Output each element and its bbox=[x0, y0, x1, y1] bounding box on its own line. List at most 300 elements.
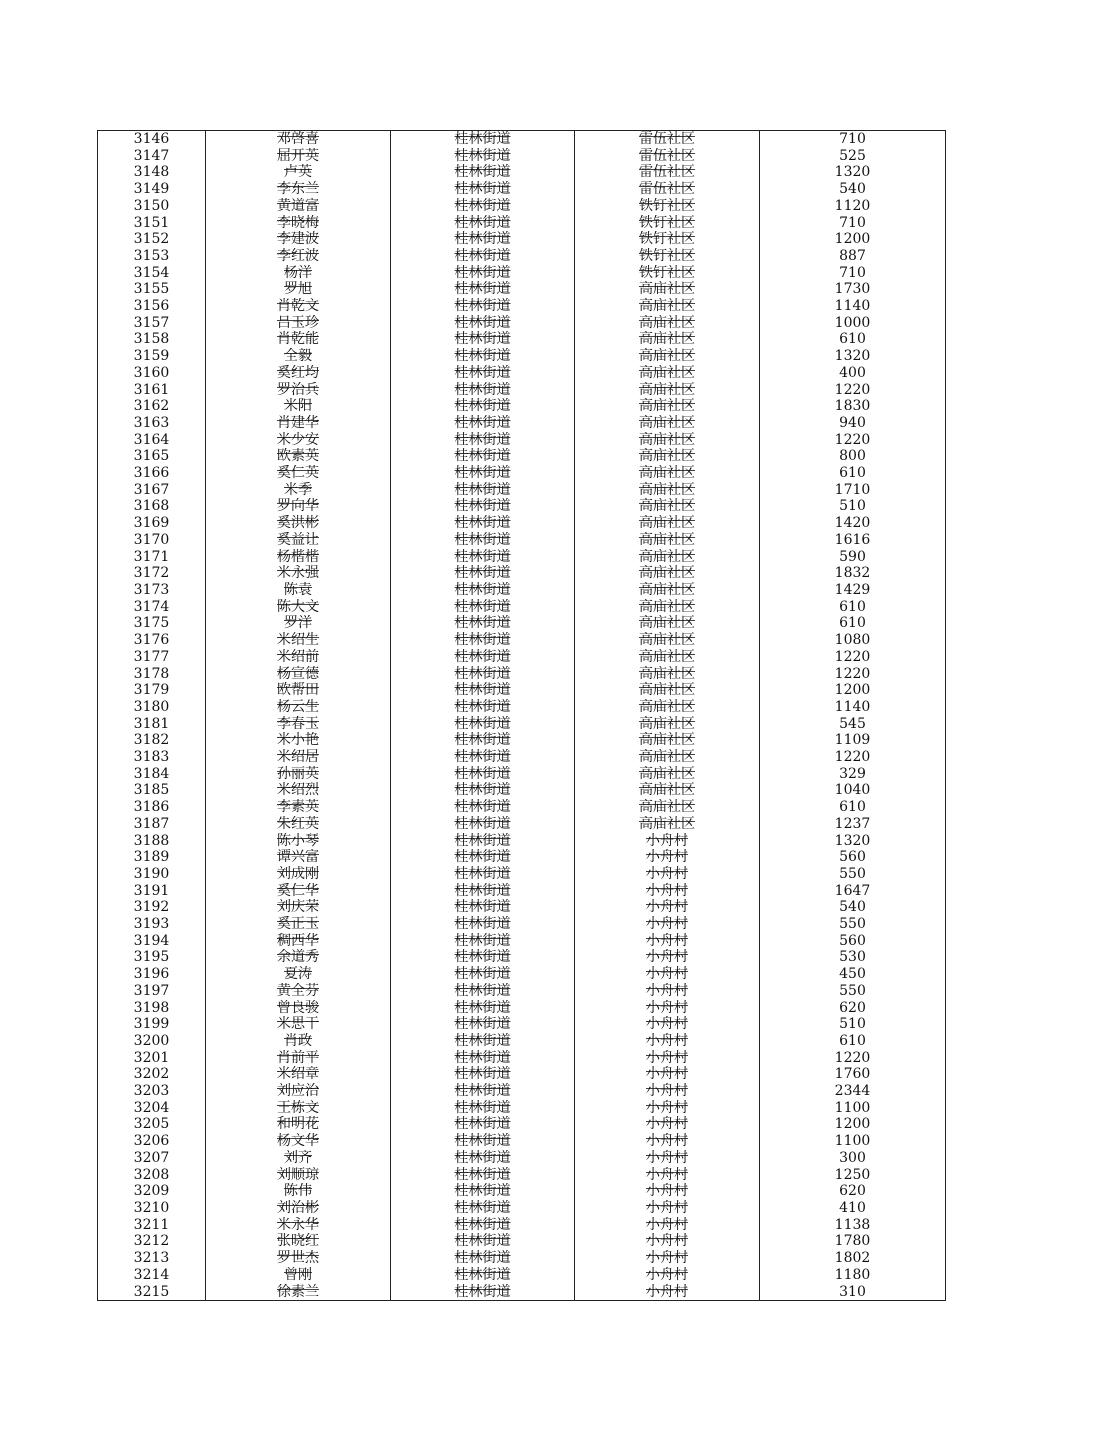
street-name-cell: 桂林街道 bbox=[391, 1066, 575, 1083]
amount-cell: 1250 bbox=[760, 1167, 946, 1184]
table-row bbox=[98, 1233, 946, 1250]
amount-cell: 1429 bbox=[760, 582, 946, 599]
street-name-cell: 桂林街道 bbox=[391, 866, 575, 883]
person-name-cell: 陈袁 bbox=[206, 582, 391, 599]
street-name-cell: 桂林街道 bbox=[391, 799, 575, 816]
person-name-cell: 全毅 bbox=[206, 348, 391, 365]
table-row bbox=[98, 148, 946, 165]
amount-cell: 887 bbox=[760, 248, 946, 265]
street-name-cell: 桂林街道 bbox=[391, 465, 575, 482]
amount-cell: 1710 bbox=[760, 482, 946, 499]
person-name-cell: 米季 bbox=[206, 482, 391, 499]
table-row bbox=[98, 331, 946, 348]
person-name-cell: 李素英 bbox=[206, 799, 391, 816]
amount-cell: 1832 bbox=[760, 565, 946, 582]
community-name-cell: 小舟村 bbox=[575, 1116, 760, 1133]
street-name-cell: 桂林街道 bbox=[391, 749, 575, 766]
row-number-cell: 3214 bbox=[98, 1267, 206, 1284]
street-name-cell: 桂林街道 bbox=[391, 432, 575, 449]
table-row bbox=[98, 298, 946, 315]
row-number-cell: 3176 bbox=[98, 632, 206, 649]
row-number-cell: 3179 bbox=[98, 682, 206, 699]
street-name-cell: 桂林街道 bbox=[391, 1100, 575, 1117]
row-number-cell: 3209 bbox=[98, 1183, 206, 1200]
table-row bbox=[98, 749, 946, 766]
table-row bbox=[98, 215, 946, 232]
person-name-cell: 陈大文 bbox=[206, 599, 391, 616]
amount-cell: 710 bbox=[760, 215, 946, 232]
community-name-cell: 小舟村 bbox=[575, 833, 760, 850]
amount-cell: 560 bbox=[760, 933, 946, 950]
person-name-cell: 杨文华 bbox=[206, 1133, 391, 1150]
street-name-cell: 桂林街道 bbox=[391, 615, 575, 632]
row-number-cell: 3197 bbox=[98, 983, 206, 1000]
row-number-cell: 3183 bbox=[98, 749, 206, 766]
table-row bbox=[98, 482, 946, 499]
street-name-cell: 桂林街道 bbox=[391, 215, 575, 232]
community-name-cell: 高庙社区 bbox=[575, 398, 760, 415]
community-name-cell: 高庙社区 bbox=[575, 482, 760, 499]
person-name-cell: 奚正玉 bbox=[206, 916, 391, 933]
person-name-cell: 刘齐 bbox=[206, 1150, 391, 1167]
row-number-cell: 3160 bbox=[98, 365, 206, 382]
table-row bbox=[98, 849, 946, 866]
row-number-cell: 3169 bbox=[98, 515, 206, 532]
community-name-cell: 小舟村 bbox=[575, 949, 760, 966]
street-name-cell: 桂林街道 bbox=[391, 1133, 575, 1150]
street-name-cell: 桂林街道 bbox=[391, 582, 575, 599]
row-number-cell: 3202 bbox=[98, 1066, 206, 1083]
amount-cell: 560 bbox=[760, 849, 946, 866]
amount-cell: 1220 bbox=[760, 749, 946, 766]
person-name-cell: 奚益让 bbox=[206, 532, 391, 549]
amount-cell: 1040 bbox=[760, 782, 946, 799]
street-name-cell: 桂林街道 bbox=[391, 281, 575, 298]
table-row bbox=[98, 1050, 946, 1067]
street-name-cell: 桂林街道 bbox=[391, 966, 575, 983]
community-name-cell: 小舟村 bbox=[575, 1033, 760, 1050]
community-name-cell: 小舟村 bbox=[575, 1200, 760, 1217]
street-name-cell: 桂林街道 bbox=[391, 164, 575, 181]
community-name-cell: 雷伍社区 bbox=[575, 148, 760, 165]
community-name-cell: 高庙社区 bbox=[575, 632, 760, 649]
amount-cell: 1140 bbox=[760, 298, 946, 315]
community-name-cell: 小舟村 bbox=[575, 1050, 760, 1067]
street-name-cell: 桂林街道 bbox=[391, 983, 575, 1000]
community-name-cell: 高庙社区 bbox=[575, 281, 760, 298]
row-number-cell: 3172 bbox=[98, 565, 206, 582]
amount-cell: 1220 bbox=[760, 432, 946, 449]
row-number-cell: 3159 bbox=[98, 348, 206, 365]
person-name-cell: 陈小琴 bbox=[206, 833, 391, 850]
amount-cell: 1320 bbox=[760, 833, 946, 850]
row-number-cell: 3171 bbox=[98, 549, 206, 566]
table-row bbox=[98, 565, 946, 582]
row-number-cell: 3190 bbox=[98, 866, 206, 883]
table-row bbox=[98, 682, 946, 699]
row-number-cell: 3185 bbox=[98, 782, 206, 799]
amount-cell: 525 bbox=[760, 148, 946, 165]
amount-cell: 1220 bbox=[760, 1050, 946, 1067]
person-name-cell: 夏涛 bbox=[206, 966, 391, 983]
row-number-cell: 3201 bbox=[98, 1050, 206, 1067]
community-name-cell: 小舟村 bbox=[575, 1000, 760, 1017]
street-name-cell: 桂林街道 bbox=[391, 382, 575, 399]
table-row bbox=[98, 582, 946, 599]
person-name-cell: 和明花 bbox=[206, 1116, 391, 1133]
community-name-cell: 小舟村 bbox=[575, 1100, 760, 1117]
person-name-cell: 欧帮田 bbox=[206, 682, 391, 699]
person-name-cell: 肖政 bbox=[206, 1033, 391, 1050]
community-name-cell: 高庙社区 bbox=[575, 432, 760, 449]
amount-cell: 550 bbox=[760, 983, 946, 1000]
person-name-cell: 李春玉 bbox=[206, 716, 391, 733]
row-number-cell: 3184 bbox=[98, 766, 206, 783]
street-name-cell: 桂林街道 bbox=[391, 883, 575, 900]
amount-cell: 510 bbox=[760, 498, 946, 515]
person-name-cell: 刘庆荣 bbox=[206, 899, 391, 916]
table-row bbox=[98, 949, 946, 966]
person-name-cell: 肖前平 bbox=[206, 1050, 391, 1067]
community-name-cell: 雷伍社区 bbox=[575, 164, 760, 181]
amount-cell: 1100 bbox=[760, 1100, 946, 1117]
amount-cell: 710 bbox=[760, 265, 946, 282]
person-name-cell: 奚红均 bbox=[206, 365, 391, 382]
person-name-cell: 罗治兵 bbox=[206, 382, 391, 399]
person-name-cell: 欧素英 bbox=[206, 448, 391, 465]
person-name-cell: 米绍章 bbox=[206, 1066, 391, 1083]
street-name-cell: 桂林街道 bbox=[391, 916, 575, 933]
street-name-cell: 桂林街道 bbox=[391, 632, 575, 649]
person-name-cell: 张晓红 bbox=[206, 1233, 391, 1250]
table-row bbox=[98, 448, 946, 465]
amount-cell: 1200 bbox=[760, 1116, 946, 1133]
row-number-cell: 3157 bbox=[98, 315, 206, 332]
community-name-cell: 铁钉社区 bbox=[575, 198, 760, 215]
street-name-cell: 桂林街道 bbox=[391, 1167, 575, 1184]
community-name-cell: 高庙社区 bbox=[575, 498, 760, 515]
amount-cell: 1647 bbox=[760, 883, 946, 900]
community-name-cell: 小舟村 bbox=[575, 933, 760, 950]
table-row bbox=[98, 231, 946, 248]
table-row bbox=[98, 866, 946, 883]
community-name-cell: 高庙社区 bbox=[575, 515, 760, 532]
street-name-cell: 桂林街道 bbox=[391, 1116, 575, 1133]
amount-cell: 1138 bbox=[760, 1217, 946, 1234]
street-name-cell: 桂林街道 bbox=[391, 1150, 575, 1167]
amount-cell: 1220 bbox=[760, 649, 946, 666]
street-name-cell: 桂林街道 bbox=[391, 1217, 575, 1234]
row-number-cell: 3213 bbox=[98, 1250, 206, 1267]
community-name-cell: 小舟村 bbox=[575, 983, 760, 1000]
amount-cell: 530 bbox=[760, 949, 946, 966]
person-name-cell: 罗旭 bbox=[206, 281, 391, 298]
community-name-cell: 高庙社区 bbox=[575, 365, 760, 382]
community-name-cell: 铁钉社区 bbox=[575, 248, 760, 265]
community-name-cell: 小舟村 bbox=[575, 849, 760, 866]
table-row bbox=[98, 666, 946, 683]
community-name-cell: 小舟村 bbox=[575, 1150, 760, 1167]
row-number-cell: 3174 bbox=[98, 599, 206, 616]
amount-cell: 300 bbox=[760, 1150, 946, 1167]
community-name-cell: 雷伍社区 bbox=[575, 181, 760, 198]
community-name-cell: 小舟村 bbox=[575, 1167, 760, 1184]
table-row bbox=[98, 632, 946, 649]
row-number-cell: 3147 bbox=[98, 148, 206, 165]
street-name-cell: 桂林街道 bbox=[391, 1016, 575, 1033]
table-row bbox=[98, 983, 946, 1000]
amount-cell: 1320 bbox=[760, 348, 946, 365]
table-row bbox=[98, 382, 946, 399]
person-name-cell: 米思干 bbox=[206, 1016, 391, 1033]
table-row bbox=[98, 1267, 946, 1284]
community-name-cell: 高庙社区 bbox=[575, 331, 760, 348]
person-name-cell: 刘应治 bbox=[206, 1083, 391, 1100]
person-name-cell: 邓啓喜 bbox=[206, 131, 391, 148]
row-number-cell: 3149 bbox=[98, 181, 206, 198]
person-name-cell: 李晓梅 bbox=[206, 215, 391, 232]
row-number-cell: 3211 bbox=[98, 1217, 206, 1234]
community-name-cell: 高庙社区 bbox=[575, 448, 760, 465]
row-number-cell: 3198 bbox=[98, 1000, 206, 1017]
person-name-cell: 曾刚 bbox=[206, 1267, 391, 1284]
street-name-cell: 桂林街道 bbox=[391, 549, 575, 566]
table-row bbox=[98, 131, 946, 148]
row-number-cell: 3186 bbox=[98, 799, 206, 816]
amount-cell: 1140 bbox=[760, 699, 946, 716]
street-name-cell: 桂林街道 bbox=[391, 649, 575, 666]
community-name-cell: 高庙社区 bbox=[575, 749, 760, 766]
table-row bbox=[98, 649, 946, 666]
person-name-cell: 米阳 bbox=[206, 398, 391, 415]
person-name-cell: 杨洋 bbox=[206, 265, 391, 282]
table-row bbox=[98, 883, 946, 900]
row-number-cell: 3181 bbox=[98, 716, 206, 733]
street-name-cell: 桂林街道 bbox=[391, 148, 575, 165]
amount-cell: 1100 bbox=[760, 1133, 946, 1150]
community-name-cell: 高庙社区 bbox=[575, 816, 760, 833]
amount-cell: 610 bbox=[760, 799, 946, 816]
street-name-cell: 桂林街道 bbox=[391, 315, 575, 332]
amount-cell: 545 bbox=[760, 716, 946, 733]
data-table bbox=[97, 130, 946, 1301]
community-name-cell: 小舟村 bbox=[575, 1133, 760, 1150]
amount-cell: 1730 bbox=[760, 281, 946, 298]
person-name-cell: 罗世杰 bbox=[206, 1250, 391, 1267]
row-number-cell: 3191 bbox=[98, 883, 206, 900]
row-number-cell: 3166 bbox=[98, 465, 206, 482]
street-name-cell: 桂林街道 bbox=[391, 1033, 575, 1050]
person-name-cell: 米永华 bbox=[206, 1217, 391, 1234]
amount-cell: 1220 bbox=[760, 382, 946, 399]
row-number-cell: 3180 bbox=[98, 699, 206, 716]
row-number-cell: 3212 bbox=[98, 1233, 206, 1250]
table-row bbox=[98, 1033, 946, 1050]
street-name-cell: 桂林街道 bbox=[391, 933, 575, 950]
amount-cell: 1802 bbox=[760, 1250, 946, 1267]
amount-cell: 1180 bbox=[760, 1267, 946, 1284]
street-name-cell: 桂林街道 bbox=[391, 515, 575, 532]
person-name-cell: 米小艳 bbox=[206, 732, 391, 749]
table-row bbox=[98, 1183, 946, 1200]
amount-cell: 310 bbox=[760, 1284, 946, 1301]
row-number-cell: 3173 bbox=[98, 582, 206, 599]
row-number-cell: 3161 bbox=[98, 382, 206, 399]
table-row bbox=[98, 816, 946, 833]
community-name-cell: 高庙社区 bbox=[575, 415, 760, 432]
table-row bbox=[98, 398, 946, 415]
table-row bbox=[98, 532, 946, 549]
amount-cell: 590 bbox=[760, 549, 946, 566]
person-name-cell: 奚仁华 bbox=[206, 883, 391, 900]
street-name-cell: 桂林街道 bbox=[391, 816, 575, 833]
street-name-cell: 桂林街道 bbox=[391, 666, 575, 683]
person-name-cell: 米永强 bbox=[206, 565, 391, 582]
street-name-cell: 桂林街道 bbox=[391, 682, 575, 699]
table-row bbox=[98, 782, 946, 799]
row-number-cell: 3155 bbox=[98, 281, 206, 298]
table-row bbox=[98, 515, 946, 532]
person-name-cell: 黄道富 bbox=[206, 198, 391, 215]
community-name-cell: 小舟村 bbox=[575, 1233, 760, 1250]
amount-cell: 1080 bbox=[760, 632, 946, 649]
row-number-cell: 3207 bbox=[98, 1150, 206, 1167]
person-name-cell: 陈伟 bbox=[206, 1183, 391, 1200]
street-name-cell: 桂林街道 bbox=[391, 448, 575, 465]
person-name-cell: 屈开英 bbox=[206, 148, 391, 165]
amount-cell: 610 bbox=[760, 599, 946, 616]
street-name-cell: 桂林街道 bbox=[391, 1284, 575, 1301]
person-name-cell: 刘治彬 bbox=[206, 1200, 391, 1217]
person-name-cell: 杨宣德 bbox=[206, 666, 391, 683]
amount-cell: 1760 bbox=[760, 1066, 946, 1083]
community-name-cell: 高庙社区 bbox=[575, 582, 760, 599]
row-number-cell: 3150 bbox=[98, 198, 206, 215]
amount-cell: 510 bbox=[760, 1016, 946, 1033]
row-number-cell: 3215 bbox=[98, 1284, 206, 1301]
community-name-cell: 高庙社区 bbox=[575, 615, 760, 632]
person-name-cell: 米少安 bbox=[206, 432, 391, 449]
table-row bbox=[98, 1167, 946, 1184]
row-number-cell: 3206 bbox=[98, 1133, 206, 1150]
table-row bbox=[98, 916, 946, 933]
street-name-cell: 桂林街道 bbox=[391, 248, 575, 265]
community-name-cell: 高庙社区 bbox=[575, 766, 760, 783]
person-name-cell: 谭兴富 bbox=[206, 849, 391, 866]
row-number-cell: 3200 bbox=[98, 1033, 206, 1050]
amount-cell: 2344 bbox=[760, 1083, 946, 1100]
amount-cell: 410 bbox=[760, 1200, 946, 1217]
row-number-cell: 3189 bbox=[98, 849, 206, 866]
street-name-cell: 桂林街道 bbox=[391, 1050, 575, 1067]
street-name-cell: 桂林街道 bbox=[391, 231, 575, 248]
row-number-cell: 3152 bbox=[98, 231, 206, 248]
table-row bbox=[98, 732, 946, 749]
street-name-cell: 桂林街道 bbox=[391, 415, 575, 432]
person-name-cell: 肖乾能 bbox=[206, 331, 391, 348]
street-name-cell: 桂林街道 bbox=[391, 482, 575, 499]
table-row bbox=[98, 1250, 946, 1267]
table-row bbox=[98, 799, 946, 816]
row-number-cell: 3168 bbox=[98, 498, 206, 515]
amount-cell: 329 bbox=[760, 766, 946, 783]
community-name-cell: 小舟村 bbox=[575, 1267, 760, 1284]
person-name-cell: 米绍居 bbox=[206, 749, 391, 766]
person-name-cell: 杨云生 bbox=[206, 699, 391, 716]
street-name-cell: 桂林街道 bbox=[391, 498, 575, 515]
amount-cell: 1220 bbox=[760, 666, 946, 683]
row-number-cell: 3170 bbox=[98, 532, 206, 549]
community-name-cell: 高庙社区 bbox=[575, 699, 760, 716]
table-row bbox=[98, 164, 946, 181]
row-number-cell: 3153 bbox=[98, 248, 206, 265]
table-row bbox=[98, 1016, 946, 1033]
amount-cell: 800 bbox=[760, 448, 946, 465]
row-number-cell: 3154 bbox=[98, 265, 206, 282]
table-row bbox=[98, 498, 946, 515]
row-number-cell: 3178 bbox=[98, 666, 206, 683]
table-row bbox=[98, 432, 946, 449]
street-name-cell: 桂林街道 bbox=[391, 1250, 575, 1267]
table-row bbox=[98, 465, 946, 482]
table-row bbox=[98, 699, 946, 716]
table-row bbox=[98, 248, 946, 265]
street-name-cell: 桂林街道 bbox=[391, 365, 575, 382]
table-row bbox=[98, 599, 946, 616]
row-number-cell: 3194 bbox=[98, 933, 206, 950]
community-name-cell: 小舟村 bbox=[575, 1016, 760, 1033]
table-row bbox=[98, 766, 946, 783]
person-name-cell: 卢英 bbox=[206, 164, 391, 181]
person-name-cell: 孙丽英 bbox=[206, 766, 391, 783]
amount-cell: 1109 bbox=[760, 732, 946, 749]
table-row bbox=[98, 899, 946, 916]
row-number-cell: 3210 bbox=[98, 1200, 206, 1217]
amount-cell: 1780 bbox=[760, 1233, 946, 1250]
street-name-cell: 桂林街道 bbox=[391, 331, 575, 348]
amount-cell: 450 bbox=[760, 966, 946, 983]
community-name-cell: 铁钉社区 bbox=[575, 215, 760, 232]
amount-cell: 710 bbox=[760, 131, 946, 148]
street-name-cell: 桂林街道 bbox=[391, 833, 575, 850]
table-row bbox=[98, 1200, 946, 1217]
table-row bbox=[98, 966, 946, 983]
street-name-cell: 桂林街道 bbox=[391, 1200, 575, 1217]
community-name-cell: 高庙社区 bbox=[575, 649, 760, 666]
amount-cell: 620 bbox=[760, 1000, 946, 1017]
community-name-cell: 高庙社区 bbox=[575, 599, 760, 616]
person-name-cell: 稠西华 bbox=[206, 933, 391, 950]
street-name-cell: 桂林街道 bbox=[391, 732, 575, 749]
community-name-cell: 小舟村 bbox=[575, 1183, 760, 1200]
table-row bbox=[98, 1133, 946, 1150]
row-number-cell: 3199 bbox=[98, 1016, 206, 1033]
amount-cell: 540 bbox=[760, 181, 946, 198]
table-body bbox=[98, 131, 946, 1301]
amount-cell: 1320 bbox=[760, 164, 946, 181]
community-name-cell: 铁钉社区 bbox=[575, 265, 760, 282]
person-name-cell: 罗向华 bbox=[206, 498, 391, 515]
person-name-cell: 黄全芬 bbox=[206, 983, 391, 1000]
community-name-cell: 小舟村 bbox=[575, 1284, 760, 1301]
street-name-cell: 桂林街道 bbox=[391, 348, 575, 365]
table-row bbox=[98, 281, 946, 298]
community-name-cell: 高庙社区 bbox=[575, 298, 760, 315]
community-name-cell: 小舟村 bbox=[575, 883, 760, 900]
person-name-cell: 奚仁英 bbox=[206, 465, 391, 482]
table-row bbox=[98, 181, 946, 198]
person-name-cell: 李建波 bbox=[206, 231, 391, 248]
